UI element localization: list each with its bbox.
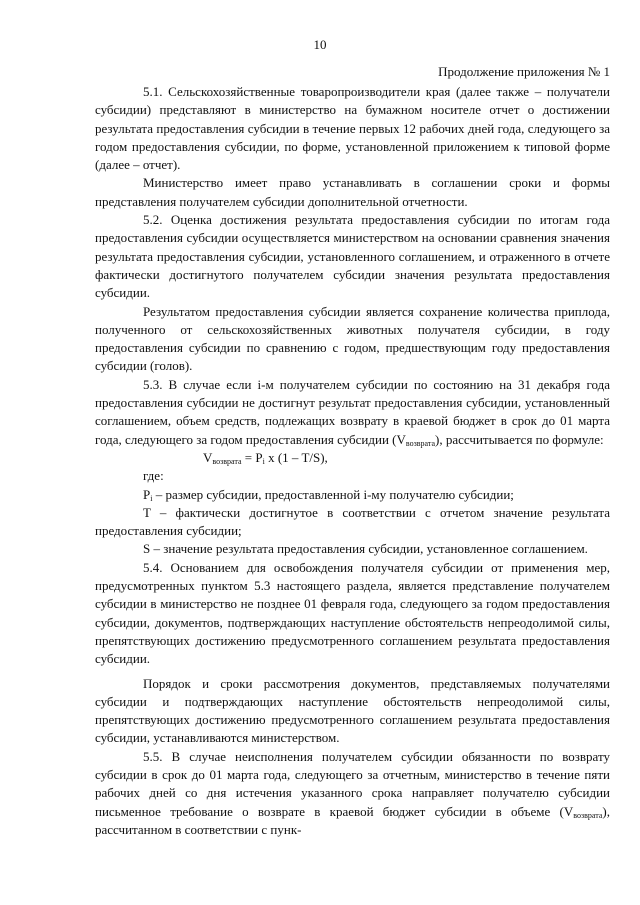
- definition-t: T – фактически достигнутое в соответствии с отчетом значение результата предоставления субсидии;: [95, 504, 610, 539]
- paragraph-5-1: 5.1. Сельскохозяйственные товаропроизводители края (далее также – получатели субсидии) представляют в министерство на бумажном носителе отчет о достижении результата предоставления субсидии в течение первых 12 рабочих дней года, следующего за годом предоставления субсидии, по форме, установленной приложением к типовой форме (далее – отчет).: [95, 84, 610, 173]
- subscript-return-2: возврата: [573, 810, 603, 820]
- return-formula: $V_{возврата} = P_i$ x (1 – T/S),: [203, 449, 328, 466]
- paragraph-5-3: [95, 376, 610, 449]
- paragraph-5-5: [95, 748, 610, 839]
- paragraph-result-definition: Результатом предоставления субсидии является сохранение количества приплода, полученного от сельскохозяйственных животных получателя субсидии, в году предоставления субсидии по сравнению с годом, предшествующим году предоставления субсидии (голов).: [95, 303, 610, 374]
- paragraph-additional-reporting: Министерство имеет право устанавливать в соглашении сроки и формы представления получателем субсидии дополнительной отчетности.: [95, 175, 610, 209]
- paragraph-5-5-tail: ), рассчитанном в соответствии с пунк-: [95, 803, 610, 837]
- paragraph-review-procedure: Порядок и сроки рассмотрения документов, представляемых получателями субсидии и подтверждающих наступление обстоятельств непреодолимой силы, препятствующих достижению предусмотренного соглашением результата предоставления субсидии, устанавливаются министерством.: [95, 675, 610, 746]
- paragraph-5-3-tail: ), рассчитывается по формуле:: [435, 431, 604, 447]
- paragraph-5-5-text: 5.5. В случае неисполнения получателем субсидии обязанности по возврату субсидии в срок до 01 марта года, следующего за отчетным, министерство в течение пяти рабочих дней со дня истечения указанного срока направляет получателю субсидии письменное требование о возврате в краевой бюджет субсидии в объеме (V: [95, 748, 610, 819]
- appendix-continuation-note: Продолжение приложения № 1: [438, 64, 610, 79]
- paragraph-5-3-text: 5.3. В случае если i-м получателем субсидии по состоянию на 31 декабря года предоставления субсидии не достигнут результат предоставления субсидии, установленный соглашением, объем средств, подлежащих возврату в краевой бюджет в срок до 01 марта года, следующего за годом предоставления субсидии (V: [95, 376, 610, 447]
- page-number: 10: [313, 37, 327, 52]
- definition-p: $P_i$ – размер субсидии, предоставленной i-му получателю субсидии;: [143, 486, 514, 503]
- subscript-return: возврата: [405, 438, 436, 448]
- definition-s: S – значение результата предоставления субсидии, установленное соглашением.: [143, 541, 588, 557]
- paragraph-5-2: 5.2. Оценка достижения результата предоставления субсидии по итогам года предоставления субсидии осуществляется министерством на основании сравнения значения результата предоставления субсидии, установленного соглашением, и отраженного в отчете фактически достигнутого получателем субсидии значения результата предоставления субсидии.: [95, 212, 610, 301]
- document-body: [95, 83, 610, 839]
- where-label: где:: [143, 468, 164, 484]
- paragraph-5-4: 5.4. Основанием для освобождения получателя субсидии от применения мер, предусмотренных пунктом 5.3 настоящего раздела, является представление получателем субсидии в министерство не позднее 01 февраля года, следующего за годом предоставления субсидии, документов, подтверждающих наступление обстоятельств непреодолимой силы, препятствующих достижению предусмотренного соглашением результата предоставления субсидии.: [95, 559, 610, 667]
